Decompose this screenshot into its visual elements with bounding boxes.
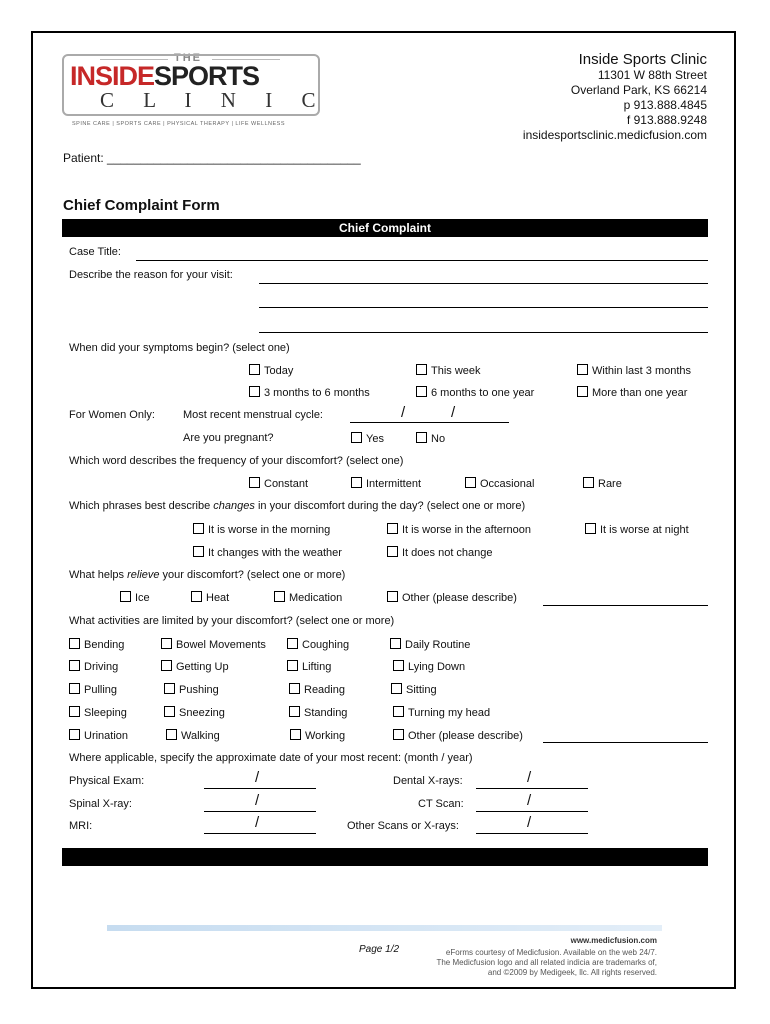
activity-bowel[interactable]: Bowel Movements (161, 638, 266, 651)
checkbox[interactable] (393, 729, 404, 740)
symptom-option-3-6-months[interactable]: 3 months to 6 months (249, 386, 370, 399)
spinal-xray-input[interactable] (204, 811, 316, 812)
changes-question: Which phrases best describe changes in your discomfort during the day? (select one or more) (69, 500, 526, 512)
checkbox[interactable] (465, 477, 476, 488)
activity-daily-routine[interactable]: Daily Routine (390, 638, 470, 651)
activity-bending[interactable]: Bending (69, 638, 124, 651)
activity-pushing[interactable]: Pushing (164, 683, 219, 696)
activity-reading[interactable]: Reading (289, 683, 345, 696)
checkbox[interactable] (120, 591, 131, 602)
activity-driving[interactable]: Driving (69, 660, 118, 673)
frequency-rare[interactable]: Rare (583, 477, 622, 490)
spinal-xray-label: Spinal X-ray: (69, 798, 132, 810)
change-afternoon[interactable]: It is worse in the afternoon (387, 523, 531, 536)
checkbox[interactable] (416, 386, 427, 397)
section-footer-bar (62, 848, 708, 866)
ct-scan-label: CT Scan: (418, 798, 464, 810)
activity-other[interactable]: Other (please describe) (393, 729, 523, 742)
logo-sports: SPORTS (154, 61, 260, 91)
relieve-heat[interactable]: Heat (191, 591, 229, 604)
activity-working[interactable]: Working (290, 729, 345, 742)
logo-inside: INSIDE (70, 61, 155, 91)
activity-other-input[interactable] (543, 742, 708, 743)
checkbox[interactable] (351, 477, 362, 488)
frequency-intermittent[interactable]: Intermittent (351, 477, 421, 490)
checkbox[interactable] (416, 432, 427, 443)
footer-line-1: eForms courtesy of Medicfusion. Available on the web 24/7. (445, 948, 657, 957)
checkbox[interactable] (249, 386, 260, 397)
form-title: Chief Complaint Form (63, 197, 220, 214)
checkbox[interactable] (583, 477, 594, 488)
symptom-option-6-12-months[interactable]: 6 months to one year (416, 386, 534, 399)
checkbox[interactable] (249, 477, 260, 488)
checkbox[interactable] (287, 638, 298, 649)
menstrual-cycle-label: Most recent menstrual cycle: (183, 409, 323, 421)
checkbox[interactable] (391, 683, 402, 694)
activity-turning-head[interactable]: Turning my head (393, 706, 490, 719)
pregnant-yes[interactable]: Yes (351, 432, 384, 445)
checkbox[interactable] (290, 729, 301, 740)
symptom-option-today[interactable]: Today (249, 364, 293, 377)
checkbox[interactable] (193, 523, 204, 534)
section-header: Chief Complaint (339, 221, 431, 235)
checkbox[interactable] (164, 706, 175, 717)
checkbox[interactable] (577, 386, 588, 397)
clinic-web: insidesportsclinic.medicfusion.com (522, 128, 707, 142)
case-title-input[interactable] (136, 260, 708, 261)
checkbox[interactable] (161, 638, 172, 649)
section-header-bar (62, 219, 708, 237)
dental-xray-input[interactable] (476, 788, 588, 789)
change-morning[interactable]: It is worse in the morning (193, 523, 330, 536)
activities-question: What activities are limited by your discomfort? (select one or more) (69, 615, 395, 627)
checkbox[interactable] (161, 660, 172, 671)
checkbox[interactable] (387, 523, 398, 534)
relieve-medication[interactable]: Medication (274, 591, 342, 604)
women-only-label: For Women Only: (69, 409, 155, 421)
physical-exam-label: Physical Exam: (69, 775, 145, 787)
clinic-street: 11301 W 88th Street (597, 68, 707, 82)
clinic-address (523, 51, 707, 143)
checkbox[interactable] (387, 546, 398, 557)
symptom-option-more-than-year[interactable]: More than one year (577, 386, 687, 399)
change-night[interactable]: It is worse at night (585, 523, 689, 536)
relieve-question: What helps relieve your discomfort? (select one or more) (69, 569, 346, 581)
checkbox[interactable] (577, 364, 588, 375)
activity-standing[interactable]: Standing (289, 706, 347, 719)
logo-tagline: SPINE CARE | SPORTS CARE | PHYSICAL THERAPY | LIFE WELLNESS (72, 121, 285, 127)
checkbox[interactable] (585, 523, 596, 534)
clinic-fax: f 913.888.9248 (626, 113, 707, 127)
patient-field[interactable]: Patient: ______________________________________ (63, 151, 361, 165)
footer-stripe (107, 925, 662, 931)
activity-sneezing[interactable]: Sneezing (164, 706, 225, 719)
footer-credits (436, 936, 657, 978)
checkbox[interactable] (390, 638, 401, 649)
checkbox[interactable] (387, 591, 398, 602)
footer-line-3: and ©2009 by Medigeek, llc. All rights reserved. (487, 968, 657, 977)
symptoms-question: When did your symptoms begin? (select one) (69, 342, 290, 354)
clinic-name: Inside Sports Clinic (578, 51, 707, 68)
activity-walking[interactable]: Walking (166, 729, 220, 742)
checkbox[interactable] (393, 660, 404, 671)
mri-input[interactable] (204, 833, 316, 834)
checkbox[interactable] (289, 683, 300, 694)
pregnant-label: Are you pregnant? (183, 432, 274, 444)
dental-xray-label: Dental X-rays: (393, 775, 463, 787)
checkbox[interactable] (69, 660, 80, 671)
activity-getting-up[interactable]: Getting Up (161, 660, 229, 673)
checkbox[interactable] (416, 364, 427, 375)
other-scans-label: Other Scans or X-rays: (347, 820, 459, 832)
menstrual-cycle-input[interactable] (350, 422, 509, 423)
activity-lying-down[interactable]: Lying Down (393, 660, 465, 673)
reason-input-line-3[interactable] (259, 332, 708, 333)
activity-pulling[interactable]: Pulling (69, 683, 117, 696)
frequency-occasional[interactable]: Occasional (465, 477, 534, 490)
footer-line-2: The Medicfusion logo and all related indicia are trademarks of, (436, 958, 657, 967)
relieve-other-input[interactable] (543, 605, 708, 606)
checkbox[interactable] (69, 729, 80, 740)
relieve-other[interactable]: Other (please describe) (387, 591, 517, 604)
activity-sleeping[interactable]: Sleeping (69, 706, 127, 719)
mri-label: MRI: (69, 820, 93, 832)
checkbox[interactable] (289, 706, 300, 717)
case-title-label: Case Title: (69, 246, 121, 258)
symptom-option-3-months[interactable]: Within last 3 months (577, 364, 691, 377)
checkbox[interactable] (69, 706, 80, 717)
reason-input-line-1[interactable] (259, 283, 708, 284)
clinic-phone: p 913.888.4845 (623, 98, 707, 112)
relieve-ice[interactable]: Ice (120, 591, 150, 604)
checkbox[interactable] (164, 683, 175, 694)
footer-site[interactable]: www.medicfusion.com (570, 936, 657, 945)
change-weather[interactable]: It changes with the weather (193, 546, 342, 559)
checkbox[interactable] (249, 364, 260, 375)
ct-scan-input[interactable] (476, 811, 588, 812)
change-none[interactable]: It does not change (387, 546, 493, 559)
checkbox[interactable] (193, 546, 204, 557)
activity-coughing[interactable]: Coughing (287, 638, 349, 651)
activity-lifting[interactable]: Lifting (287, 660, 331, 673)
logo-clinic: C L I N I C (100, 88, 328, 112)
logo-the: THE (174, 52, 202, 64)
activity-urination[interactable]: Urination (69, 729, 128, 742)
checkbox[interactable] (393, 706, 404, 717)
frequency-question: Which word describes the frequency of your discomfort? (select one) (69, 455, 404, 467)
checkbox[interactable] (287, 660, 298, 671)
checkbox[interactable] (166, 729, 177, 740)
checkbox[interactable] (191, 591, 202, 602)
clinic-city: Overland Park, KS 66214 (570, 83, 707, 97)
reason-input-line-2[interactable] (259, 307, 708, 308)
frequency-constant[interactable]: Constant (249, 477, 308, 490)
symptom-option-this-week[interactable]: This week (416, 364, 481, 377)
checkbox[interactable] (274, 591, 285, 602)
activity-sitting[interactable]: Sitting (391, 683, 437, 696)
checkbox[interactable] (69, 683, 80, 694)
dates-question: Where applicable, specify the approximate date of your most recent: (month / year) (69, 752, 473, 764)
reason-label: Describe the reason for your visit: (69, 269, 233, 281)
page-number: Page 1/2 (359, 944, 400, 955)
checkbox[interactable] (351, 432, 362, 443)
physical-exam-input[interactable] (204, 788, 316, 789)
pregnant-no[interactable]: No (416, 432, 445, 445)
other-scans-input[interactable] (476, 833, 588, 834)
checkbox[interactable] (69, 638, 80, 649)
